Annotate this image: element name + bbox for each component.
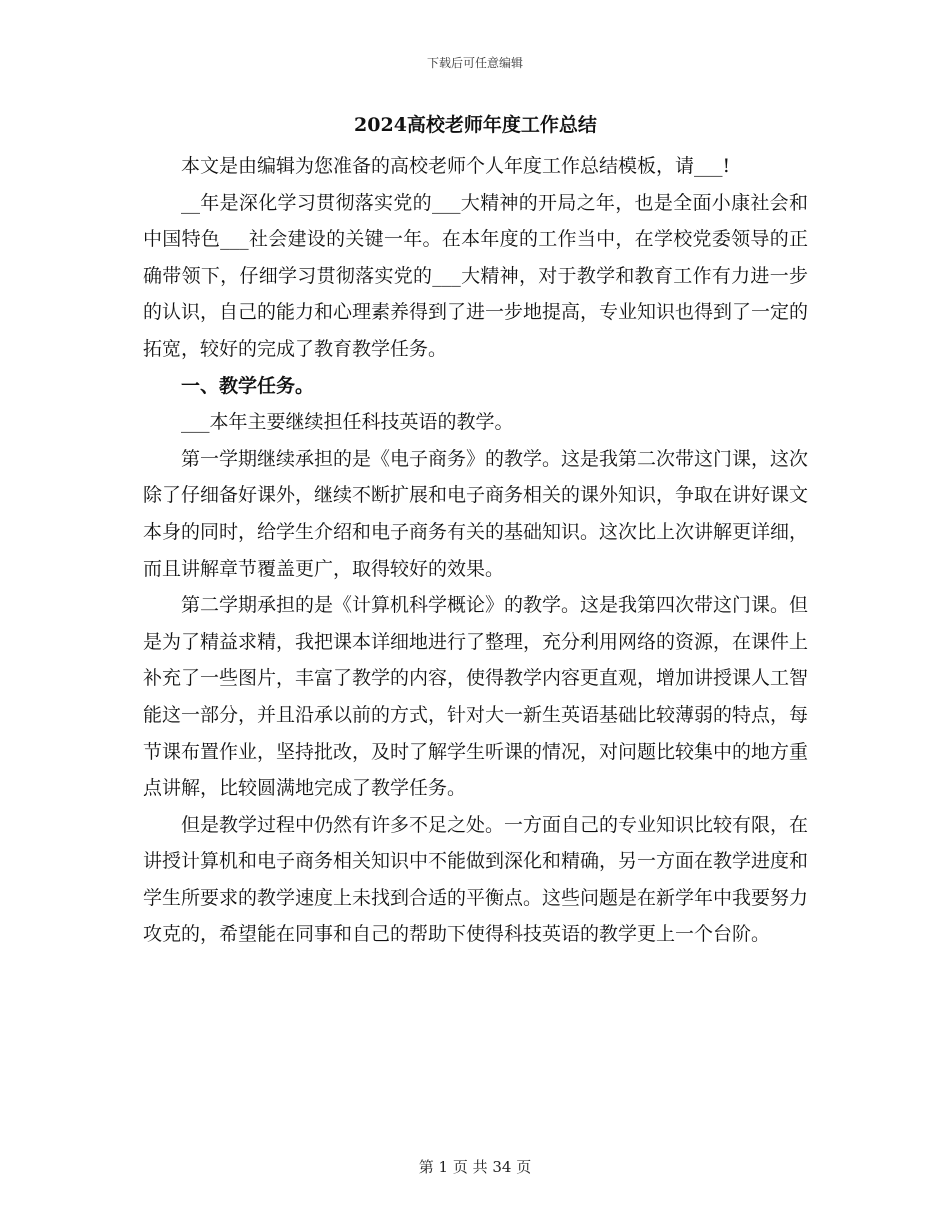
paragraph-shortcomings: 但是教学过程中仍然有许多不足之处。一方面自己的专业知识比较有限，在讲授计算机和电子商务相关知识中不能做到深化和精确，另一方面在教学进度和学生所要求的教学速度上未找到合适的平衡点。这些问题是在新学年中我要努力攻克的，希望能在同事和自己的帮助下使得科技英语的教学更上一个台阶。	[143, 813, 809, 946]
page-number: 第 1 页 共 34 页	[418, 1158, 532, 1176]
document-title: 2024高校老师年度工作总结	[354, 114, 597, 136]
document-body	[143, 110, 808, 953]
paragraph-overview: __年是深化学习贯彻落实党的___大精神的开局之年，也是全面小康社会和中国特色___社会建设的关键一年。在本年度的工作当中，在学校党委领导的正确带领下，仔细学习贯彻落实党的___大精神，对于教学和教育工作有力进一步的认识，自己的能力和心理素养得到了进一步地提高，专业知识也得到了一定的拓宽，较好的完成了教育教学任务。	[143, 191, 809, 360]
paragraph-first-semester: 第一学期继续承担的是《电子商务》的教学。这是我第二次带这门课，这次除了仔细备好课外，继续不断扩展和电子商务相关的课外知识，争取在讲好课文本身的同时，给学生介绍和电子商务有关的基础知识。这次比上次讲解更详细，而且讲解章节覆盖更广，取得较好的效果。	[143, 447, 809, 580]
paragraph-course-assignment: ___本年主要继续担任科技英语的教学。	[181, 411, 514, 434]
paragraph-intro: 本文是由编辑为您准备的高校老师个人年度工作总结模板，请___!	[181, 155, 731, 177]
section-heading-teaching: 一、教学任务。	[181, 374, 315, 397]
paragraph-second-semester: 第二学期承担的是《计算机科学概论》的教学。这是我第四次带这门课。但是为了精益求精，我把课本详细地进行了整理，充分利用网络的资源，在课件上补充了一些图片，丰富了教学的内容，使得教学内容更直观，增加讲授课人工智能这一部分，并且沿承以前的方式，针对大一新生英语基础比较薄弱的特点，每节课布置作业，坚持批改，及时了解学生听课的情况，对问题比较集中的地方重点讲解，比较圆满地完成了教学任务。	[143, 594, 809, 800]
header-note: 下载后可任意编辑	[426, 56, 523, 70]
